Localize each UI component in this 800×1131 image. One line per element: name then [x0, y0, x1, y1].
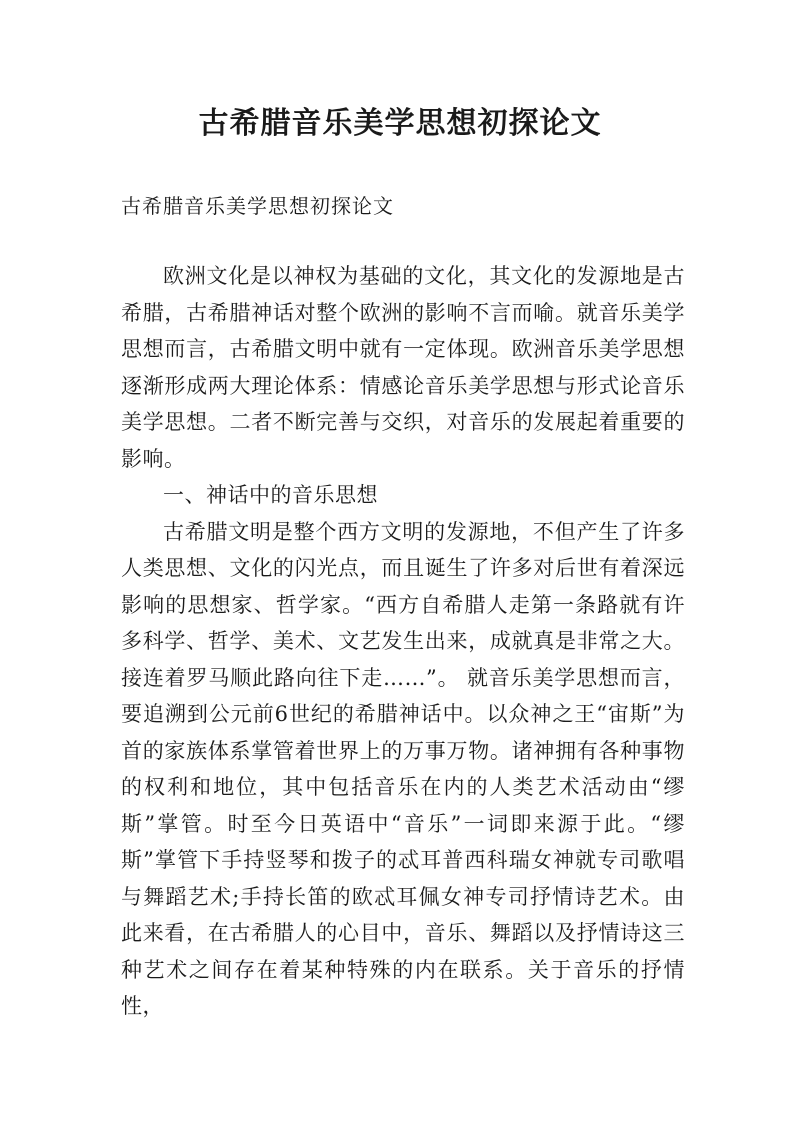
paragraph-myth-music: 古希腊文明是整个西方文明的发源地，不但产生了许多人类思想、文化的闪光点，而且诞生了许多对后世有着深远影响的思想家、哲学家。“西方自希腊人走第一条路就有许多科学、哲学、美术、文艺发生出来，成就真是非常之大。接连着罗马顺此路向往下走……”。 就音乐美学思想而言，要追溯到公元前6世纪的希腊神话中。以众神之王“宙斯”为首的家族体系掌管着世界上的万事万物。诸神拥有各种事物的权利和地位，其中包括音乐在内的人类艺术活动由“缪斯”掌管。时至今日英语中“音乐”一词即来源于此。“缪斯”掌管下手持竖琴和拨子的忒耳普西科瑞女神就专司歌唱与舞蹈艺术;手持长笛的欧忒耳佩女神专司抒情诗艺术。由此来看，在古希腊人的心目中，音乐、舞蹈以及抒情诗这三种艺术之间存在着某种特殊的内在联系。关于音乐的抒情性， [121, 519, 685, 1018]
paragraph-intro: 欧洲文化是以神权为基础的文化，其文化的发源地是古希腊，古希腊神话对整个欧洲的影响不言而喻。就音乐美学思想而言，古希腊文明中就有一定体现。欧洲音乐美学思想逐渐形成两大理论体系：情感论音乐美学思想与形式论音乐美学思想。二者不断完善与交织，对音乐的发展起着重要的影响。 [121, 264, 685, 471]
document-body [121, 258, 685, 1025]
document-title: 古希腊音乐美学思想初探论文 [198, 106, 602, 141]
document-subtitle: 古希腊音乐美学思想初探论文 [121, 194, 394, 218]
section-heading: 一、神话中的音乐思想 [163, 483, 378, 507]
